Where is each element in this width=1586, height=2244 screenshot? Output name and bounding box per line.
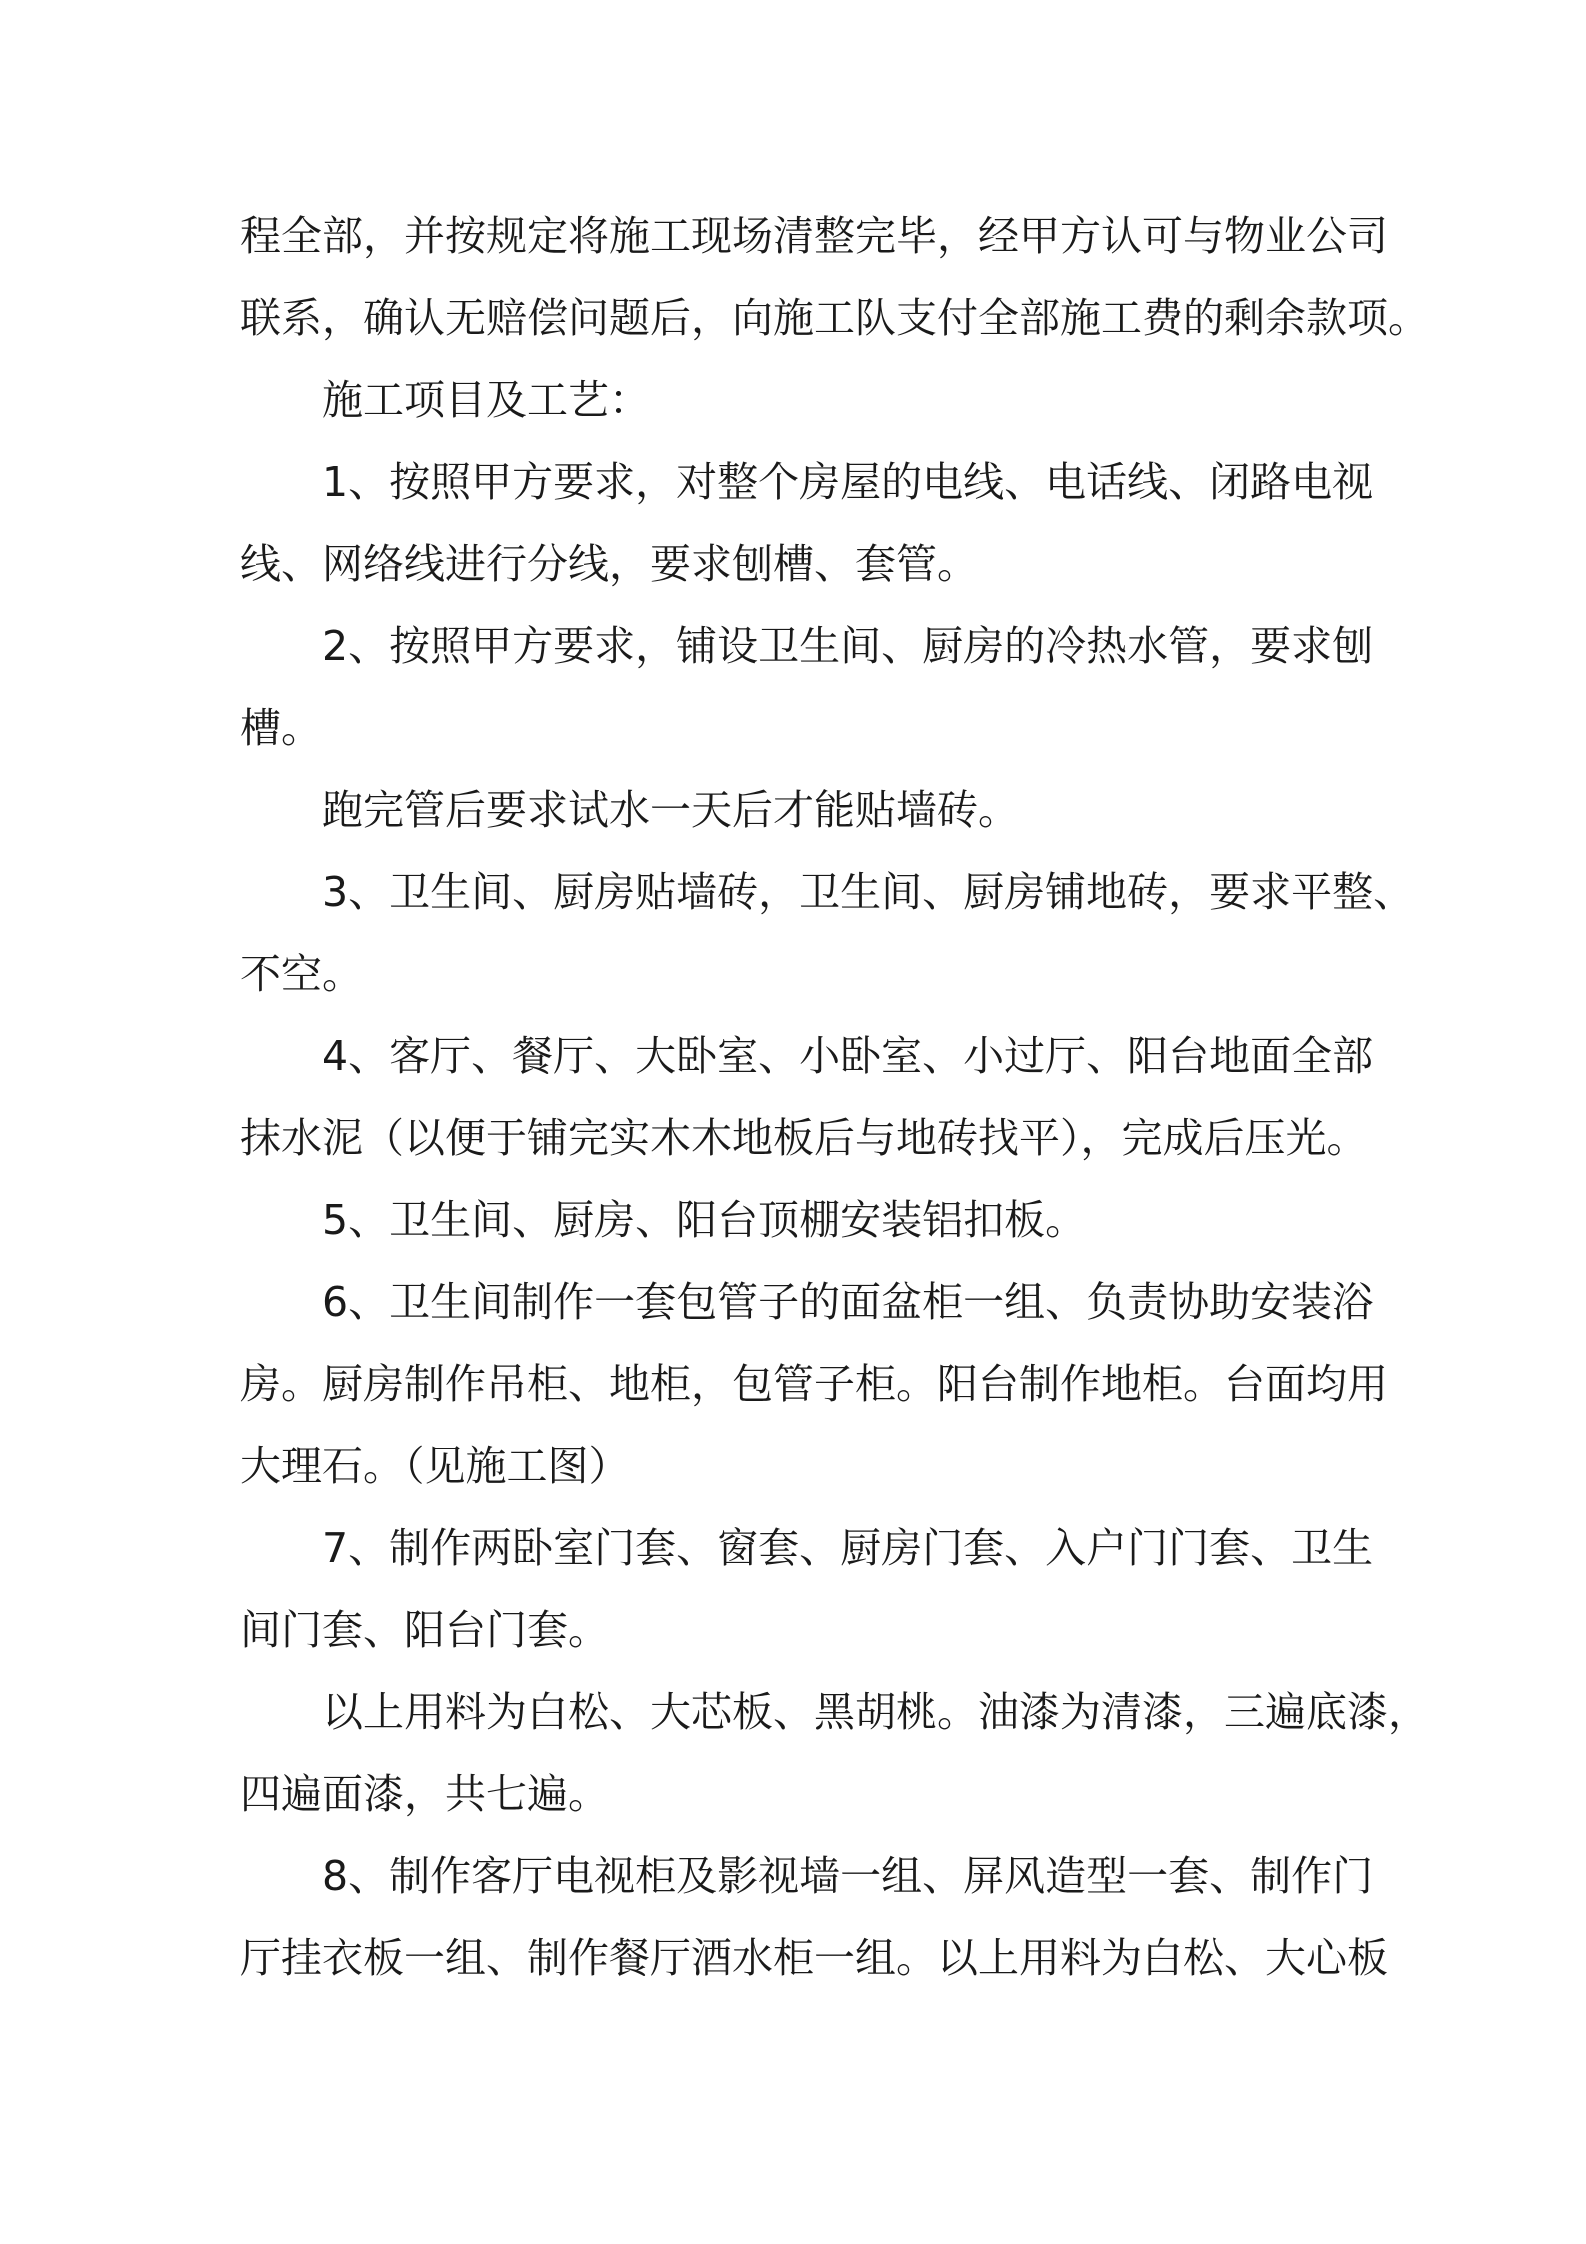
- text-line: 程全部，并按规定将施工现场清整完毕，经甲方认可与物业公司: [240, 212, 1388, 260]
- text-line: 厅挂衣板一组、制作餐厅酒水柜一组。以上用料为白松、大心板: [240, 1934, 1388, 1982]
- note-paragraph: 跑完管后要求试水一天后才能贴墙砖。: [322, 786, 1019, 834]
- list-item-6: 6、卫生间制作一套包管子的面盆柜一组、负责协助安装浴: [322, 1278, 1374, 1326]
- text-line: 抹水泥（以便于铺完实木木地板后与地砖找平），完成后压光。: [240, 1114, 1368, 1162]
- list-item-5: 5、卫生间、厨房、阳台顶棚安装铝扣板。: [322, 1196, 1087, 1244]
- text-line: 四遍面漆，共七遍。: [240, 1770, 609, 1818]
- text-line: 不空。: [240, 950, 363, 998]
- document-body: [240, 195, 1429, 1999]
- list-item-7: 7、制作两卧室门套、窗套、厨房门套、入户门门套、卫生: [322, 1524, 1374, 1572]
- text-line: 线、网络线进行分线，要求刨槽、套管。: [240, 540, 978, 588]
- text-line: 联系，确认无赔偿问题后，向施工队支付全部施工费的剩余款项。: [240, 294, 1429, 342]
- text-line: 大理石。（见施工图）: [240, 1442, 630, 1490]
- list-item-4: 4、客厅、餐厅、大卧室、小卧室、小过厅、阳台地面全部: [322, 1032, 1374, 1080]
- list-item-3: 3、卫生间、厨房贴墙砖，卫生间、厨房铺地砖，要求平整、: [322, 868, 1415, 916]
- materials-paragraph: 以上用料为白松、大芯板、黑胡桃。油漆为清漆，三遍底漆，: [322, 1688, 1429, 1736]
- section-heading: 施工项目及工艺：: [322, 376, 650, 424]
- list-item-8: 8、制作客厅电视柜及影视墙一组、屏风造型一套、制作门: [322, 1852, 1374, 1900]
- list-item-2: 2、按照甲方要求，铺设卫生间、厨房的冷热水管，要求刨: [322, 622, 1374, 670]
- text-line: 间门套、阳台门套。: [240, 1606, 609, 1654]
- list-item-1: 1、按照甲方要求，对整个房屋的电线、电话线、闭路电视: [322, 458, 1374, 506]
- text-line: 房。厨房制作吊柜、地柜，包管子柜。阳台制作地柜。台面均用: [240, 1360, 1388, 1408]
- text-line: 槽。: [240, 704, 322, 752]
